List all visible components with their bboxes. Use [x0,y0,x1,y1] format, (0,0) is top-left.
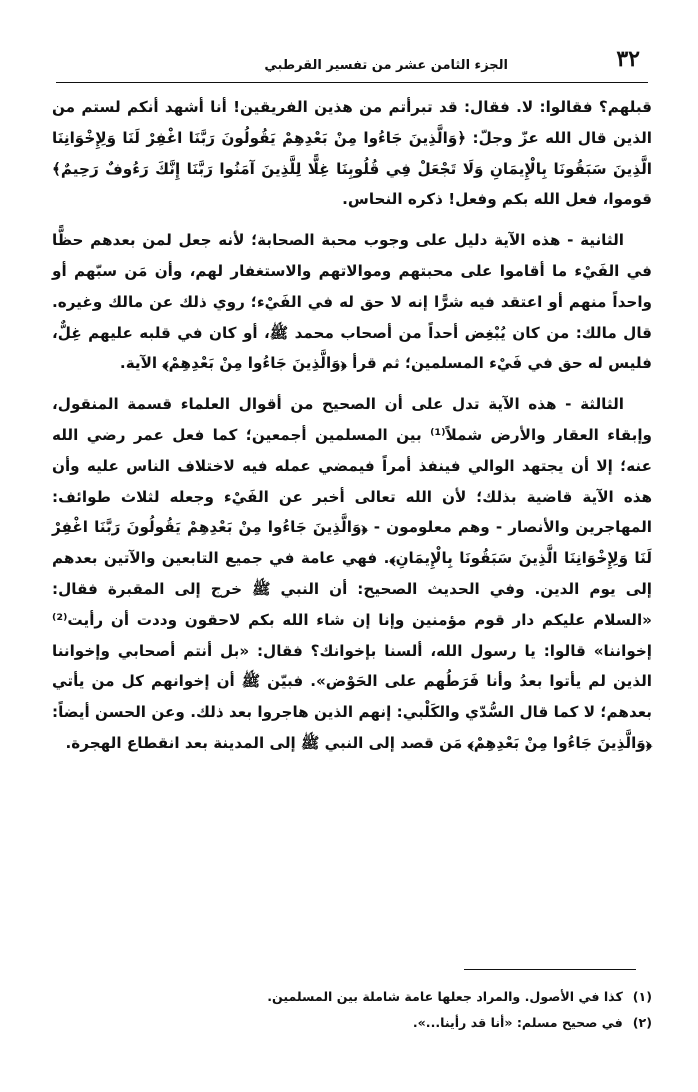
paragraph-second: الثانية - هذه الآية دليل على وجوب محبة الصحابة؛ لأنه جعل لمن بعدهم حظًّا في الفَيْء ما أقاموا على محبتهم وموالاتهم والاستغفار لهم، وأن مَن سبّهم أو واحداً منهم أو اعتقد فيه شرًّا إنه لا حق له في الفَيْء؛ روي ذلك عن مالك وغيره. قال مالك: من كان يُبْغِض أحداً من أصحاب محمد ﷺ، أو كان في قلبه عليهم غِلٌّ، فليس له حق في فَيْء المسلمين؛ ثم قرأ ﴿وَالَّذِينَ جَاءُوا مِنْ بَعْدِهِمْ﴾ الآية. [52,231,652,373]
page-header [56,44,648,84]
footnote-text: في صحيح مسلم: «أنا قد رأينا...». [412,1015,623,1030]
footnotes [60,984,652,1036]
running-title: الجزء الثامن عشر من تفسير القرطبي [264,58,508,73]
footnote-item [60,984,652,1010]
header-divider [56,82,648,83]
paragraph-third: الثالثة - هذه الآية تدل على أن الصحيح من أقوال العلماء قسمة المنقول، وإبقاء العقار والأرض شملاً⁽¹⁾ بين المسلمين أجمعين؛ كما فعل عمر رضي الله عنه؛ إلا أن يجتهد الوالي فينفذ أمراً فيمضي عمله فيه لاختلاف الناس عليه وأن هذه الآية قاضية بذلك؛ لأن الله تعالى أخبر عن الفَيْء وجعله لثلاث طوائف: المهاجرين والأنصار - وهم معلومون - ﴿وَالَّذِينَ جَاءُوا مِنْ بَعْدِهِمْ يَقُولُونَ رَبَّنَا اغْفِرْ لَنَا وَلِإِخْوَانِنَا الَّذِينَ سَبَقُونَا بِالْإِيمَانِ﴾. فهي عامة في جميع التابعين والآتين بعدهم إلى يوم الدين. وفي الحديث الصحيح: أن النبي ﷺ خرج إلى المقبرة فقال: «السلام عليكم دار قوم مؤمنين وإنا إن شاء الله بكم لاحقون وددت أن رأيت⁽²⁾ إخواننا» قالوا: يا رسول الله، ألسنا بإخوانك؟ فقال: «بل أنتم أصحابي وإخواننا الذين لم يأتوا بعدُ وأنا فَرَطُهم على الحَوْض». فبيّن ﷺ أن إخوانهم كل من يأتي بعدهم؛ لا كما قال السُّدّي والكَلْبي: إنهم الذين هاجروا بعد ذلك. وعن الحسن أيضاً: ﴿وَالَّذِينَ جَاءُوا مِنْ بَعْدِهِمْ﴾ مَن قصد إلى النبي ﷺ إلى المدينة بعد انقطاع الهجرة. [52,395,652,752]
footnote-divider [464,969,636,970]
footnote-text: كذا في الأصول. والمراد جعلها عامة شاملة بين المسلمين. [267,989,623,1004]
page-number: ٣٢ [616,46,640,72]
body-text [52,92,652,769]
footnote-number: (١) [632,989,652,1004]
paragraph-continuation: قبلهم؟ فقالوا: لا. فقال: قد تبرأتم من هذين الفريقين! أنا أشهد أنكم لستم من الذين قال الله عزّ وجلّ: ﴿وَالَّذِينَ جَاءُوا مِنْ بَعْدِهِمْ يَقُولُونَ رَبَّنَا اغْفِرْ لَنَا وَلِإِخْوَانِنَا الَّذِينَ سَبَقُونَا بِالْإِيمَانِ وَلَا تَجْعَلْ فِي قُلُوبِنَا غِلًّا لِلَّذِينَ آمَنُوا رَبَّنَا إِنَّكَ رَءُوفٌ رَحِيمٌ﴾ قوموا، فعل الله بكم وفعل! ذكره النحاس. [52,98,652,209]
footnote-item [60,1010,652,1036]
footnote-number: (٢) [632,1015,652,1030]
